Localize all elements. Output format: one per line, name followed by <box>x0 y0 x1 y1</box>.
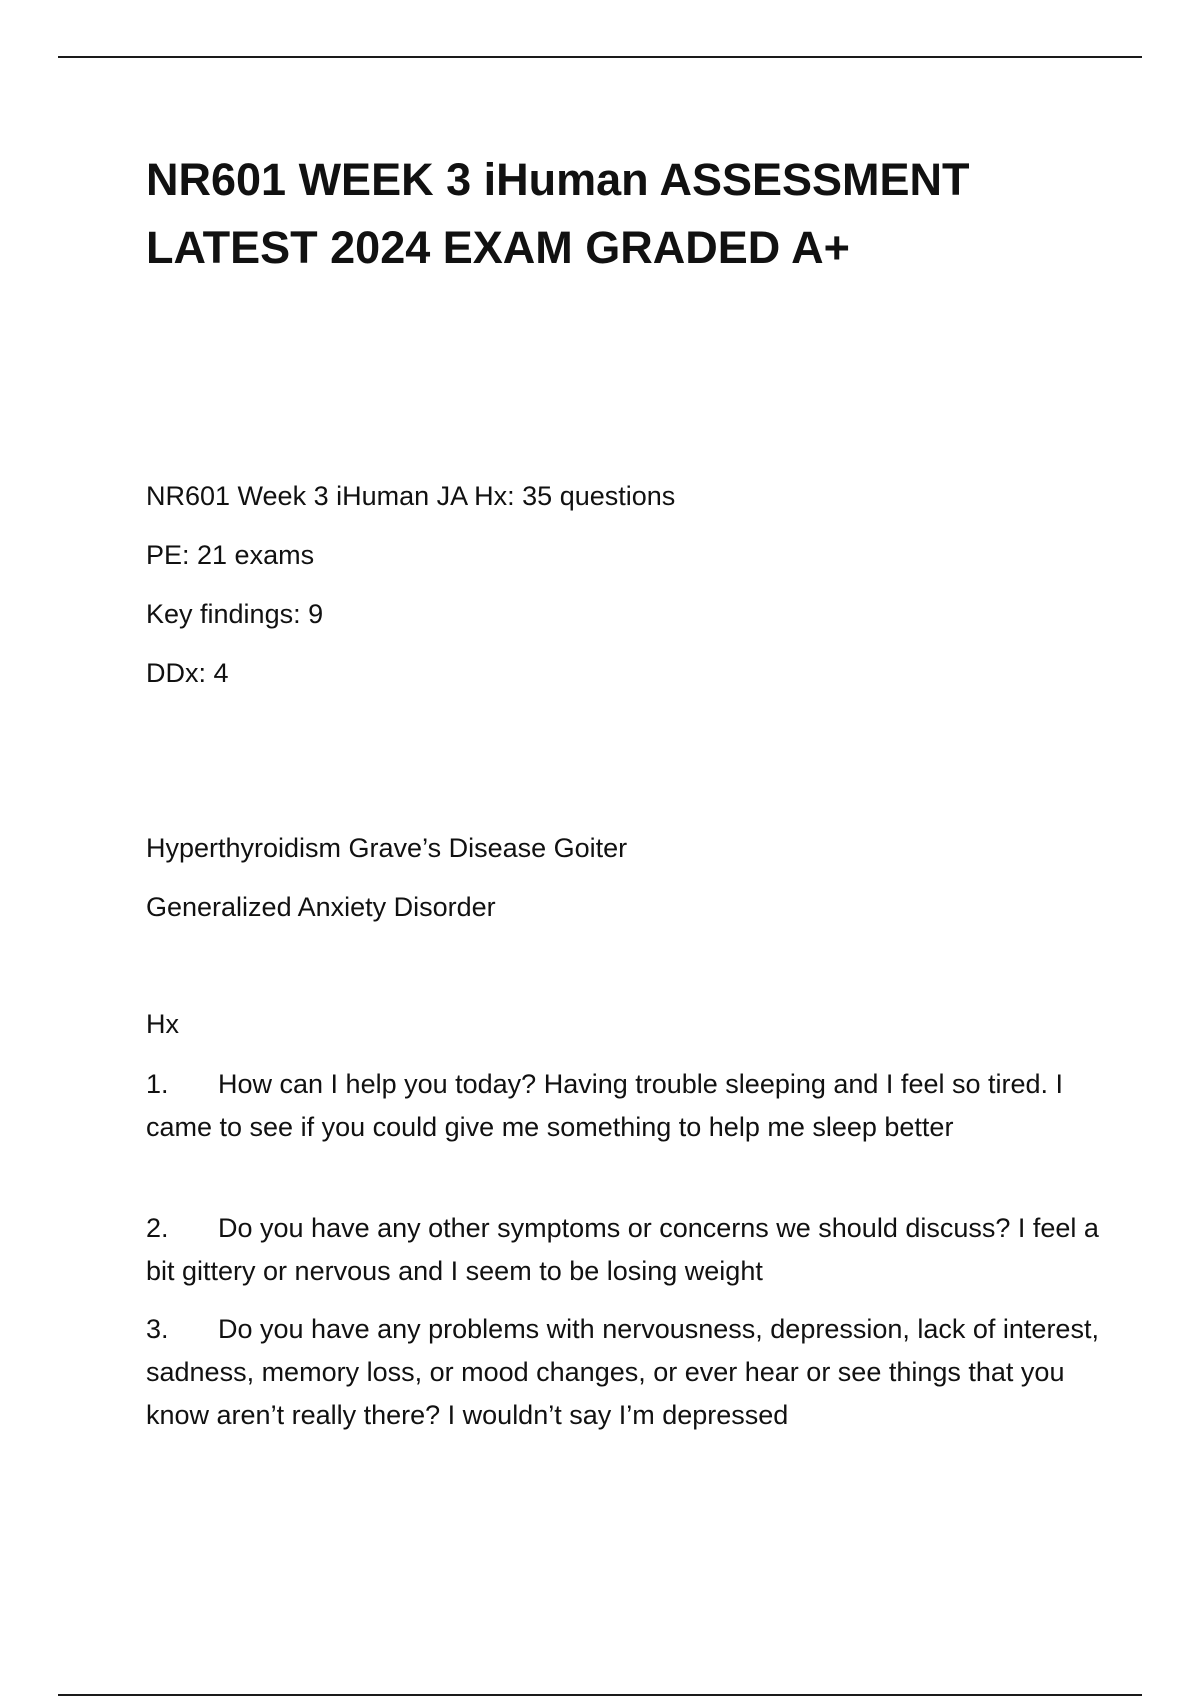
question-number: 2. <box>146 1213 169 1243</box>
diagnosis-line-1: Hyperthyroidism Grave’s Disease Goiter <box>146 833 628 863</box>
title-line-2: LATEST 2024 EXAM GRADED A+ <box>146 222 850 273</box>
pe-exam-count: PE: 21 exams <box>146 540 315 570</box>
question-item <box>146 1063 1106 1149</box>
bottom-rule <box>58 1694 1142 1696</box>
question-text: Do you have any other symptoms or concerns we should discuss? I feel a bit gittery or nervous and I seem to be losing weight <box>146 1213 1099 1286</box>
question-item <box>146 1308 1106 1437</box>
document-title <box>146 146 1126 282</box>
question-item <box>146 1207 1106 1293</box>
question-number: 3. <box>146 1314 169 1344</box>
hx-heading: Hx <box>146 1009 179 1039</box>
question-number: 1. <box>146 1069 169 1099</box>
hx-question-count: NR601 Week 3 iHuman JA Hx: 35 questions <box>146 481 676 511</box>
diagnosis-line-2: Generalized Anxiety Disorder <box>146 892 496 922</box>
question-text: How can I help you today? Having trouble sleeping and I feel so tired. I came to see if you could give me something to help me sleep better <box>146 1069 1064 1142</box>
ddx-count: DDx: 4 <box>146 658 229 688</box>
title-line-1: NR601 WEEK 3 iHuman ASSESSMENT <box>146 154 970 205</box>
key-findings-count: Key findings: 9 <box>146 599 324 629</box>
top-rule <box>58 56 1142 58</box>
question-text: Do you have any problems with nervousness, depression, lack of interest, sadness, memory loss, or mood changes, or ever hear or see things that you know aren’t really there? I wouldn’t say I’m depressed <box>146 1314 1099 1430</box>
